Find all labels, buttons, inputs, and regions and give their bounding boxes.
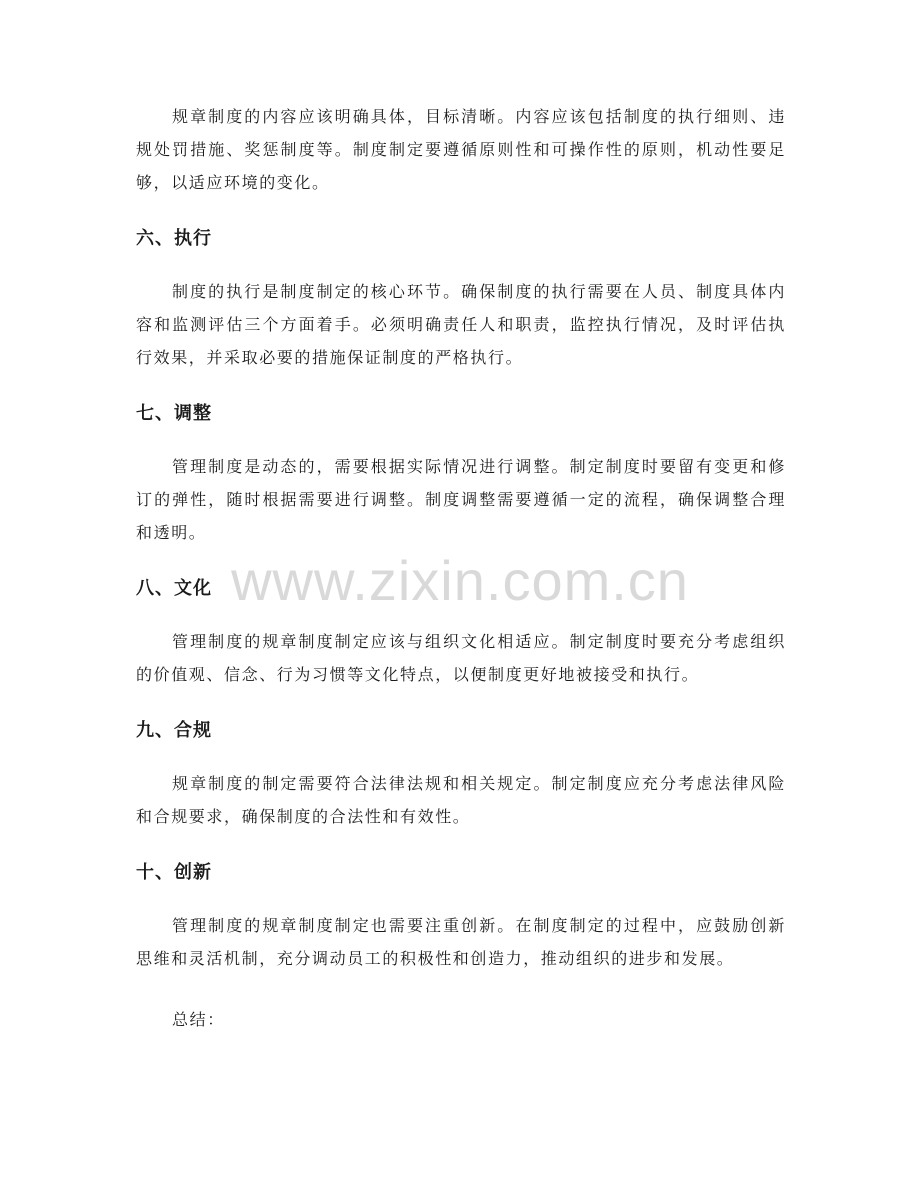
section-paragraph-innovation: 管理制度的规章制度制定也需要注重创新。在制度制定的过程中，应鼓励创新思维和灵活机制，充分调动员工的积极性和创造力，推动组织的进步和发展。 xyxy=(136,916,786,968)
section-heading-adjustment: 七、调整 xyxy=(136,403,212,424)
section-heading-compliance: 九、合规 xyxy=(136,720,212,741)
section-heading-innovation: 十、创新 xyxy=(136,862,212,883)
section-paragraph-compliance: 规章制度的制定需要符合法律法规和相关规定。制定制度应充分考虑法律风险和合规要求，确保制度的合法性和有效性。 xyxy=(136,774,786,826)
watermark: www.zixin.com.cn xyxy=(231,549,689,612)
section-heading-culture: 八、文化 xyxy=(136,578,212,599)
section-heading-execution: 六、执行 xyxy=(136,228,212,249)
section-paragraph-adjustment: 管理制度是动态的，需要根据实际情况进行调整。制定制度时要留有变更和修订的弹性，随时根据需要进行调整。制度调整需要遵循一定的流程，确保调整合理和透明。 xyxy=(136,457,786,542)
document-body xyxy=(136,100,786,1036)
section-paragraph-culture: 管理制度的规章制度制定应该与组织文化相适应。制定制度时要充分考虑组织的价值观、信念、行为习惯等文化特点，以便制度更好地被接受和执行。 xyxy=(136,632,786,684)
section-paragraph-execution: 制度的执行是制度制定的核心环节。确保制度的执行需要在人员、制度具体内容和监测评估三个方面着手。必须明确责任人和职责，监控执行情况，及时评估执行效果，并采取必要的措施保证制度的严格执行。 xyxy=(136,282,786,367)
summary-label: 总结： xyxy=(172,1010,225,1029)
intro-paragraph: 规章制度的内容应该明确具体，目标清晰。内容应该包括制度的执行细则、违规处罚措施、奖惩制度等。制度制定要遵循原则性和可操作性的原则，机动性要足够，以适应环境的变化。 xyxy=(136,107,786,192)
